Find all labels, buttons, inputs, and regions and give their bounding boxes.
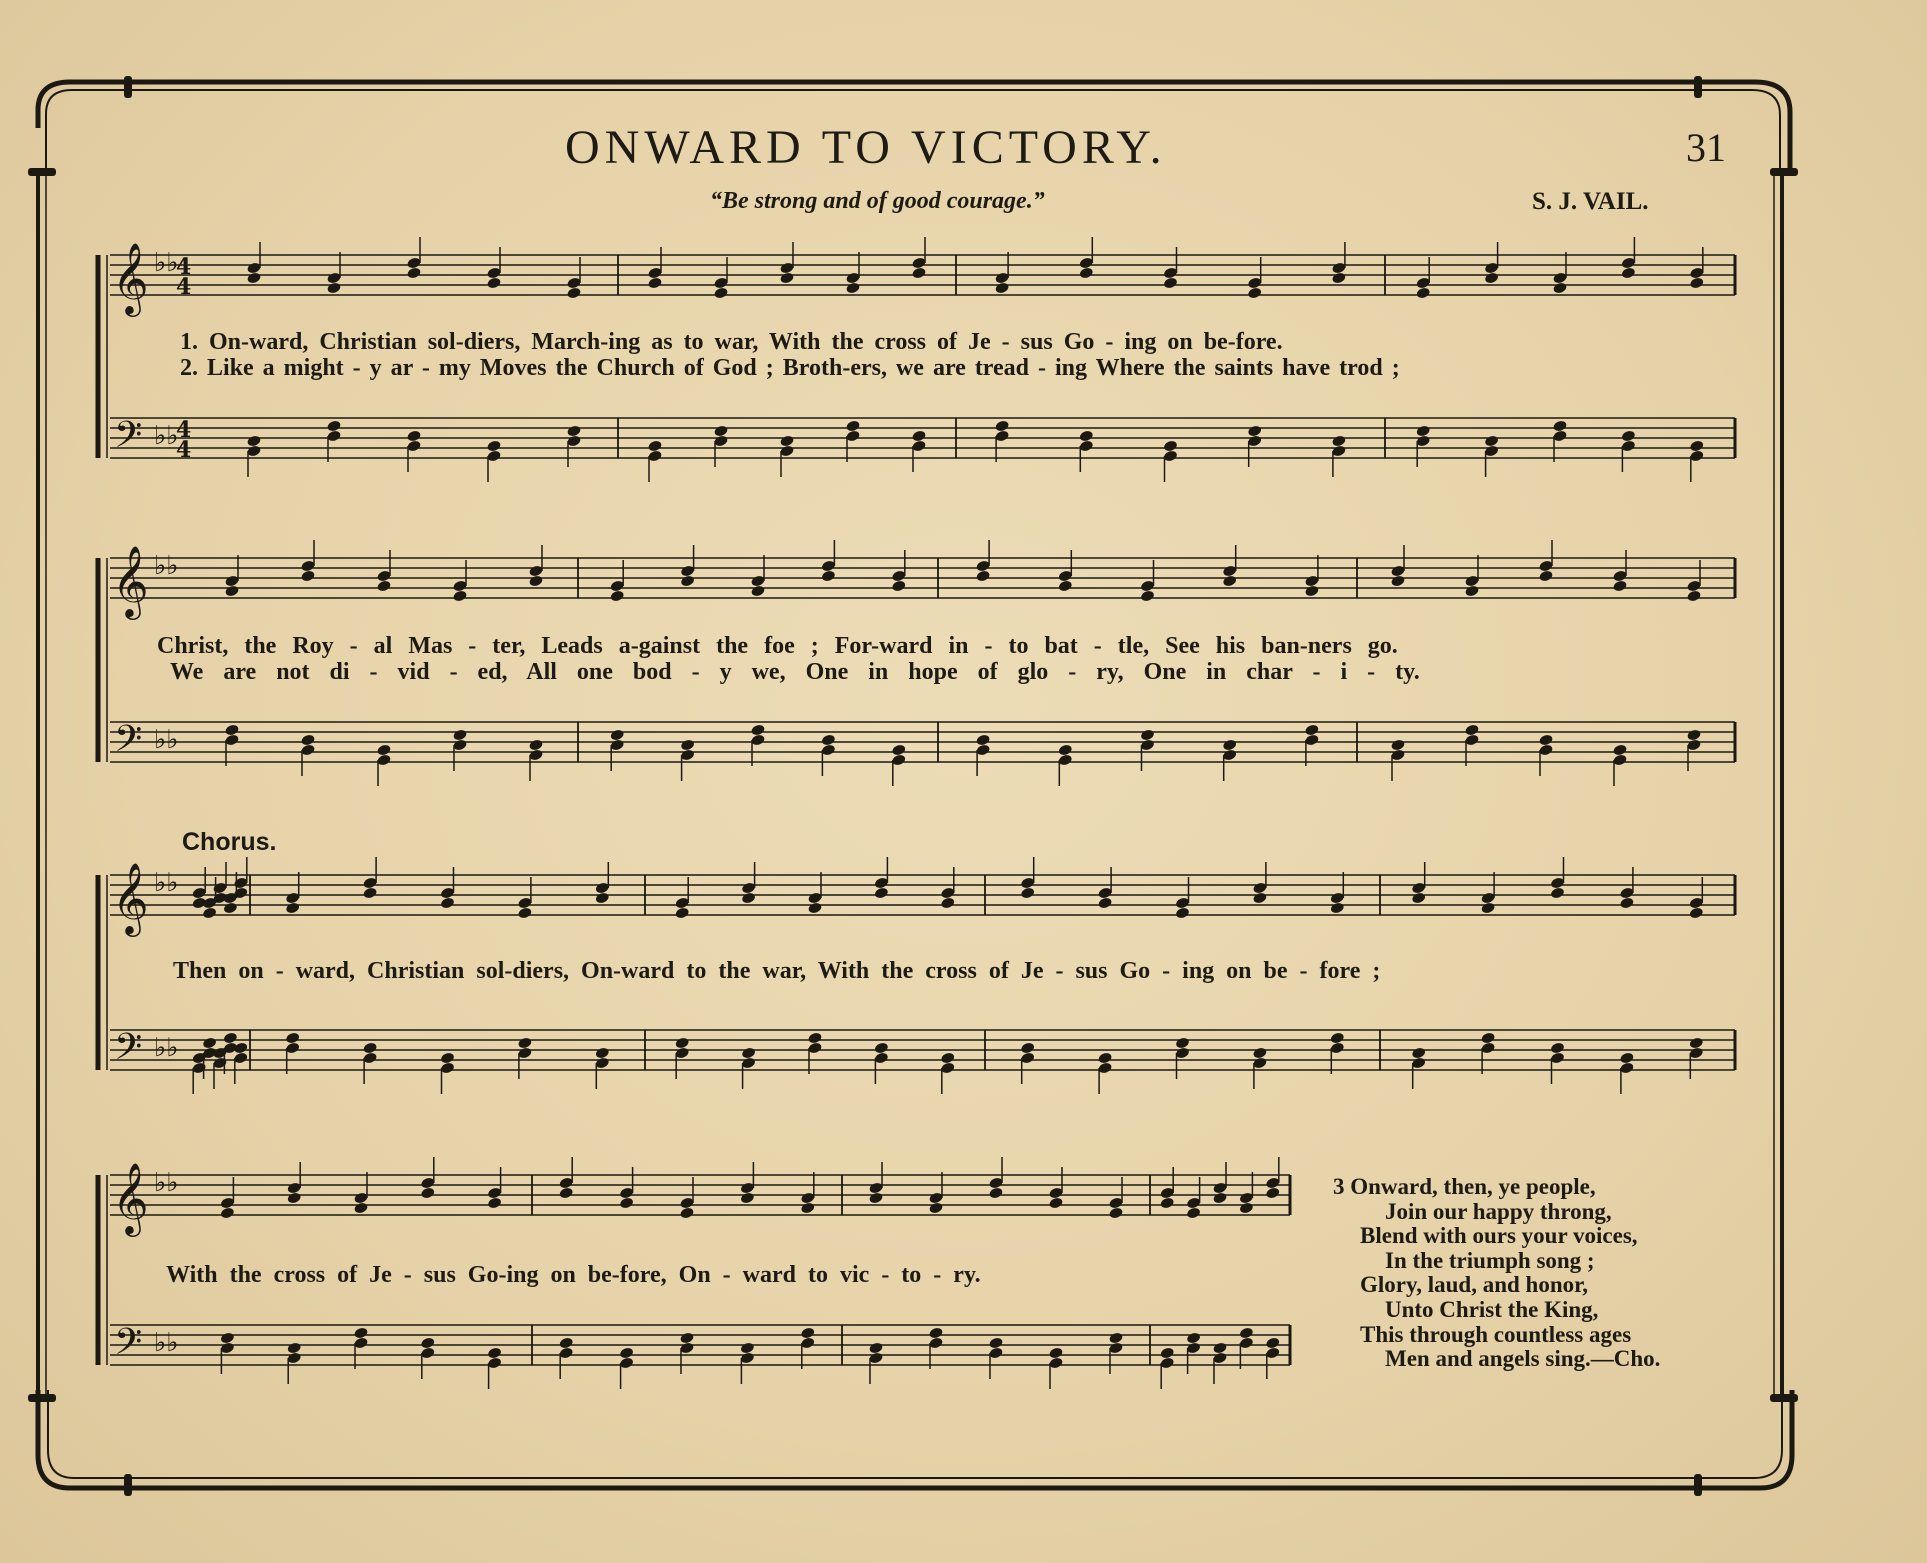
note-head xyxy=(486,439,501,452)
note-head xyxy=(1175,906,1190,919)
note-head xyxy=(1686,728,1701,741)
note-head xyxy=(420,1186,435,1199)
note-head xyxy=(559,1186,574,1199)
note-head xyxy=(202,906,217,919)
note-head xyxy=(821,569,836,582)
note-head xyxy=(675,906,690,919)
note-head xyxy=(994,281,1009,294)
note-head xyxy=(1390,574,1405,587)
note-head xyxy=(287,1341,302,1354)
note-head xyxy=(1484,271,1499,284)
note-head xyxy=(940,896,955,909)
note-head xyxy=(679,1331,694,1344)
note-head xyxy=(220,1206,235,1219)
note-head xyxy=(1108,1206,1123,1219)
lyric-line-verse1: 1. On-ward, Christian sol-diers, March-ing as to war, With the cross of Je - sus Go - ing on be-fore. xyxy=(180,329,1283,355)
note-head xyxy=(1480,1031,1495,1044)
note-head xyxy=(975,733,990,746)
note-head xyxy=(1212,1191,1227,1204)
note-head xyxy=(891,579,906,592)
note-head xyxy=(891,743,906,756)
note-head xyxy=(1411,1046,1426,1059)
note-head xyxy=(1484,434,1499,447)
note-head xyxy=(1331,434,1346,447)
note-head xyxy=(1550,886,1565,899)
note-head xyxy=(911,266,926,279)
note-head xyxy=(362,886,377,899)
note-head xyxy=(223,901,238,914)
time-signature: 4 xyxy=(176,417,192,443)
key-signature-icon: ♭♭ xyxy=(154,1033,179,1063)
note-head xyxy=(1020,1041,1035,1054)
note-head xyxy=(1252,891,1267,904)
composer: S. J. VAIL. xyxy=(1532,188,1649,215)
time-signature: 4 xyxy=(176,254,192,280)
note-head xyxy=(1175,1036,1190,1049)
key-signature-icon: ♭♭ xyxy=(154,551,179,581)
bass-clef-icon: 𝄢 xyxy=(114,1321,143,1372)
note-head xyxy=(246,434,261,447)
note-head xyxy=(1160,1196,1175,1209)
note-head xyxy=(740,1191,755,1204)
key-signature-icon: ♭♭ xyxy=(154,1168,179,1198)
note-head xyxy=(1186,1331,1201,1344)
note-head xyxy=(988,1186,1003,1199)
note-head xyxy=(487,1196,502,1209)
note-head xyxy=(647,439,662,452)
note-head xyxy=(1689,1036,1704,1049)
note-head xyxy=(376,743,391,756)
note-head xyxy=(779,434,794,447)
note-head xyxy=(1538,569,1553,582)
note-head xyxy=(779,271,794,284)
verse-line: Blend with ours your voices, xyxy=(1360,1223,1638,1249)
note-head xyxy=(800,1201,815,1214)
note-head xyxy=(1163,276,1178,289)
note-head xyxy=(517,906,532,919)
note-head xyxy=(868,1341,883,1354)
note-head xyxy=(202,1036,217,1049)
note-head xyxy=(741,891,756,904)
bass-clef-icon: 𝄢 xyxy=(114,414,143,465)
note-head xyxy=(1239,1201,1254,1214)
note-head xyxy=(223,1031,238,1044)
verse-line: Men and angels sing.—Cho. xyxy=(1385,1346,1661,1372)
lyric-line-verse2: We are not di - vid - ed, All one bod - y we, One in hope of glo - ry, One in char - i - ty. xyxy=(170,659,1420,685)
note-head xyxy=(353,1201,368,1214)
lyric-line-verse1: Christ, the Roy - al Mas - ter, Leads a-gainst the foe ; For-ward in - to bat - tle, See his ban-ners go. xyxy=(157,633,1398,659)
note-head xyxy=(1612,743,1627,756)
treble-clef-icon: 𝄞 xyxy=(112,861,149,934)
note-head xyxy=(994,419,1009,432)
note-head xyxy=(750,723,765,736)
note-head xyxy=(1020,886,1035,899)
note-head xyxy=(326,281,341,294)
note-head xyxy=(1619,896,1634,909)
note-head xyxy=(1480,901,1495,914)
note-head xyxy=(233,1041,248,1054)
note-head xyxy=(1331,271,1346,284)
note-head xyxy=(1048,1196,1063,1209)
note-head xyxy=(821,733,836,746)
note-head xyxy=(1689,276,1704,289)
note-head xyxy=(619,1346,634,1359)
note-head xyxy=(845,281,860,294)
note-head xyxy=(1160,1346,1175,1359)
note-head xyxy=(1689,906,1704,919)
note-head xyxy=(1330,901,1345,914)
note-head xyxy=(928,1326,943,1339)
note-head xyxy=(1552,419,1567,432)
note-head xyxy=(1058,579,1073,592)
note-head xyxy=(619,1196,634,1209)
note-head xyxy=(1097,896,1112,909)
verse-line: This through countless ages xyxy=(1360,1321,1632,1347)
note-head xyxy=(326,419,341,432)
note-head xyxy=(874,1041,889,1054)
note-head xyxy=(1686,589,1701,602)
note-head xyxy=(675,1036,690,1049)
note-head xyxy=(1222,738,1237,751)
note-head xyxy=(1552,281,1567,294)
note-head xyxy=(1621,266,1636,279)
note-head xyxy=(595,1046,610,1059)
note-head xyxy=(300,569,315,582)
note-head xyxy=(1079,429,1094,442)
note-head xyxy=(1222,574,1237,587)
bass-clef-icon: 𝄢 xyxy=(114,718,143,769)
note-head xyxy=(452,589,467,602)
verse-3 xyxy=(1333,1175,1660,1372)
note-head xyxy=(807,901,822,914)
note-head xyxy=(285,901,300,914)
key-signature-icon: ♭♭ xyxy=(154,248,179,278)
note-head xyxy=(486,276,501,289)
note-head xyxy=(362,1041,377,1054)
treble-clef-icon: 𝄞 xyxy=(112,1161,149,1234)
note-head xyxy=(528,738,543,751)
note-head xyxy=(528,574,543,587)
note-head xyxy=(220,1331,235,1344)
note-head xyxy=(988,1336,1003,1349)
note-head xyxy=(406,429,421,442)
key-signature-icon: ♭♭ xyxy=(154,725,179,755)
note-head xyxy=(1464,723,1479,736)
svg-text:4: 4 xyxy=(176,274,192,300)
note-head xyxy=(406,266,421,279)
note-head xyxy=(1239,1326,1254,1339)
note-head xyxy=(1252,1046,1267,1059)
note-head xyxy=(1265,1186,1280,1199)
note-head xyxy=(224,723,239,736)
note-head xyxy=(300,733,315,746)
note-head xyxy=(647,276,662,289)
note-head xyxy=(610,589,625,602)
note-head xyxy=(376,579,391,592)
note-head xyxy=(1330,1031,1345,1044)
note-head xyxy=(287,1191,302,1204)
note-head xyxy=(911,429,926,442)
note-head xyxy=(610,728,625,741)
note-head xyxy=(807,1031,822,1044)
verse-line: Unto Christ the King, xyxy=(1385,1296,1599,1322)
note-head xyxy=(440,896,455,909)
hymn-title: ONWARD TO VICTORY. xyxy=(565,121,1167,174)
chorus-label: Chorus. xyxy=(182,828,277,856)
note-head xyxy=(1304,584,1319,597)
note-head xyxy=(1247,286,1262,299)
note-head xyxy=(1247,424,1262,437)
treble-clef-icon: 𝄞 xyxy=(112,544,149,617)
note-head xyxy=(868,1191,883,1204)
note-head xyxy=(566,424,581,437)
note-head xyxy=(420,1336,435,1349)
note-head xyxy=(1097,1051,1112,1064)
verse-line: 3 Onward, then, ye people, xyxy=(1333,1174,1596,1199)
note-head xyxy=(750,584,765,597)
note-head xyxy=(680,574,695,587)
note-head xyxy=(559,1336,574,1349)
note-head xyxy=(1058,743,1073,756)
note-head xyxy=(940,1051,955,1064)
note-head xyxy=(741,1046,756,1059)
key-signature-icon: ♭♭ xyxy=(154,421,179,451)
note-head xyxy=(440,1051,455,1064)
note-head xyxy=(713,424,728,437)
note-head xyxy=(845,419,860,432)
key-signature-icon: ♭♭ xyxy=(154,1328,179,1358)
svg-text:4: 4 xyxy=(176,437,192,463)
treble-clef-icon: 𝄞 xyxy=(112,241,149,314)
note-head xyxy=(1621,429,1636,442)
note-head xyxy=(874,886,889,899)
note-head xyxy=(1390,738,1405,751)
note-head xyxy=(566,286,581,299)
note-head xyxy=(1304,723,1319,736)
note-head xyxy=(1550,1041,1565,1054)
note-head xyxy=(246,271,261,284)
note-head xyxy=(487,1346,502,1359)
note-head xyxy=(1538,733,1553,746)
note-head xyxy=(1108,1331,1123,1344)
note-head xyxy=(1265,1336,1280,1349)
note-head xyxy=(740,1341,755,1354)
note-head xyxy=(1689,439,1704,452)
note-head xyxy=(452,728,467,741)
note-head xyxy=(928,1201,943,1214)
note-head xyxy=(1619,1051,1634,1064)
verse-line: In the triumph song ; xyxy=(1385,1247,1595,1273)
note-head xyxy=(1163,439,1178,452)
note-head xyxy=(713,286,728,299)
note-head xyxy=(1212,1341,1227,1354)
note-head xyxy=(517,1036,532,1049)
lyric-line-chorus: Then on - ward, Christian sol-diers, On-ward to the war, With the cross of Je - sus Go - ing on be - fore ; xyxy=(173,958,1381,984)
note-head xyxy=(1612,579,1627,592)
lyric-line-chorus-end: With the cross of Je - sus Go-ing on be-fore, On - ward to vic - to - ry. xyxy=(166,1262,981,1288)
verse-line: Glory, laud, and honor, xyxy=(1360,1272,1588,1298)
note-head xyxy=(1140,589,1155,602)
verse-line: Join our happy throng, xyxy=(1385,1198,1612,1224)
note-head xyxy=(680,738,695,751)
note-head xyxy=(595,891,610,904)
note-head xyxy=(1079,266,1094,279)
note-head xyxy=(1416,424,1431,437)
note-head xyxy=(1140,728,1155,741)
note-head xyxy=(1048,1346,1063,1359)
note-head xyxy=(1186,1206,1201,1219)
note-head xyxy=(353,1326,368,1339)
note-head xyxy=(285,1031,300,1044)
note-head xyxy=(224,584,239,597)
lyric-line-verse2: 2. Like a might - y ar - my Moves the Church of God ; Broth-ers, we are tread - ing Where the saints have trod ; xyxy=(180,355,1400,381)
note-head xyxy=(975,569,990,582)
note-head xyxy=(1464,584,1479,597)
note-head xyxy=(1411,891,1426,904)
note-head xyxy=(1416,286,1431,299)
bass-clef-icon: 𝄢 xyxy=(114,1026,143,1077)
key-signature-icon: ♭♭ xyxy=(154,868,179,898)
epigraph: “Be strong and of good courage.” xyxy=(710,188,1045,214)
page-number: 31 xyxy=(1686,125,1726,170)
note-head xyxy=(800,1326,815,1339)
note-head xyxy=(679,1206,694,1219)
